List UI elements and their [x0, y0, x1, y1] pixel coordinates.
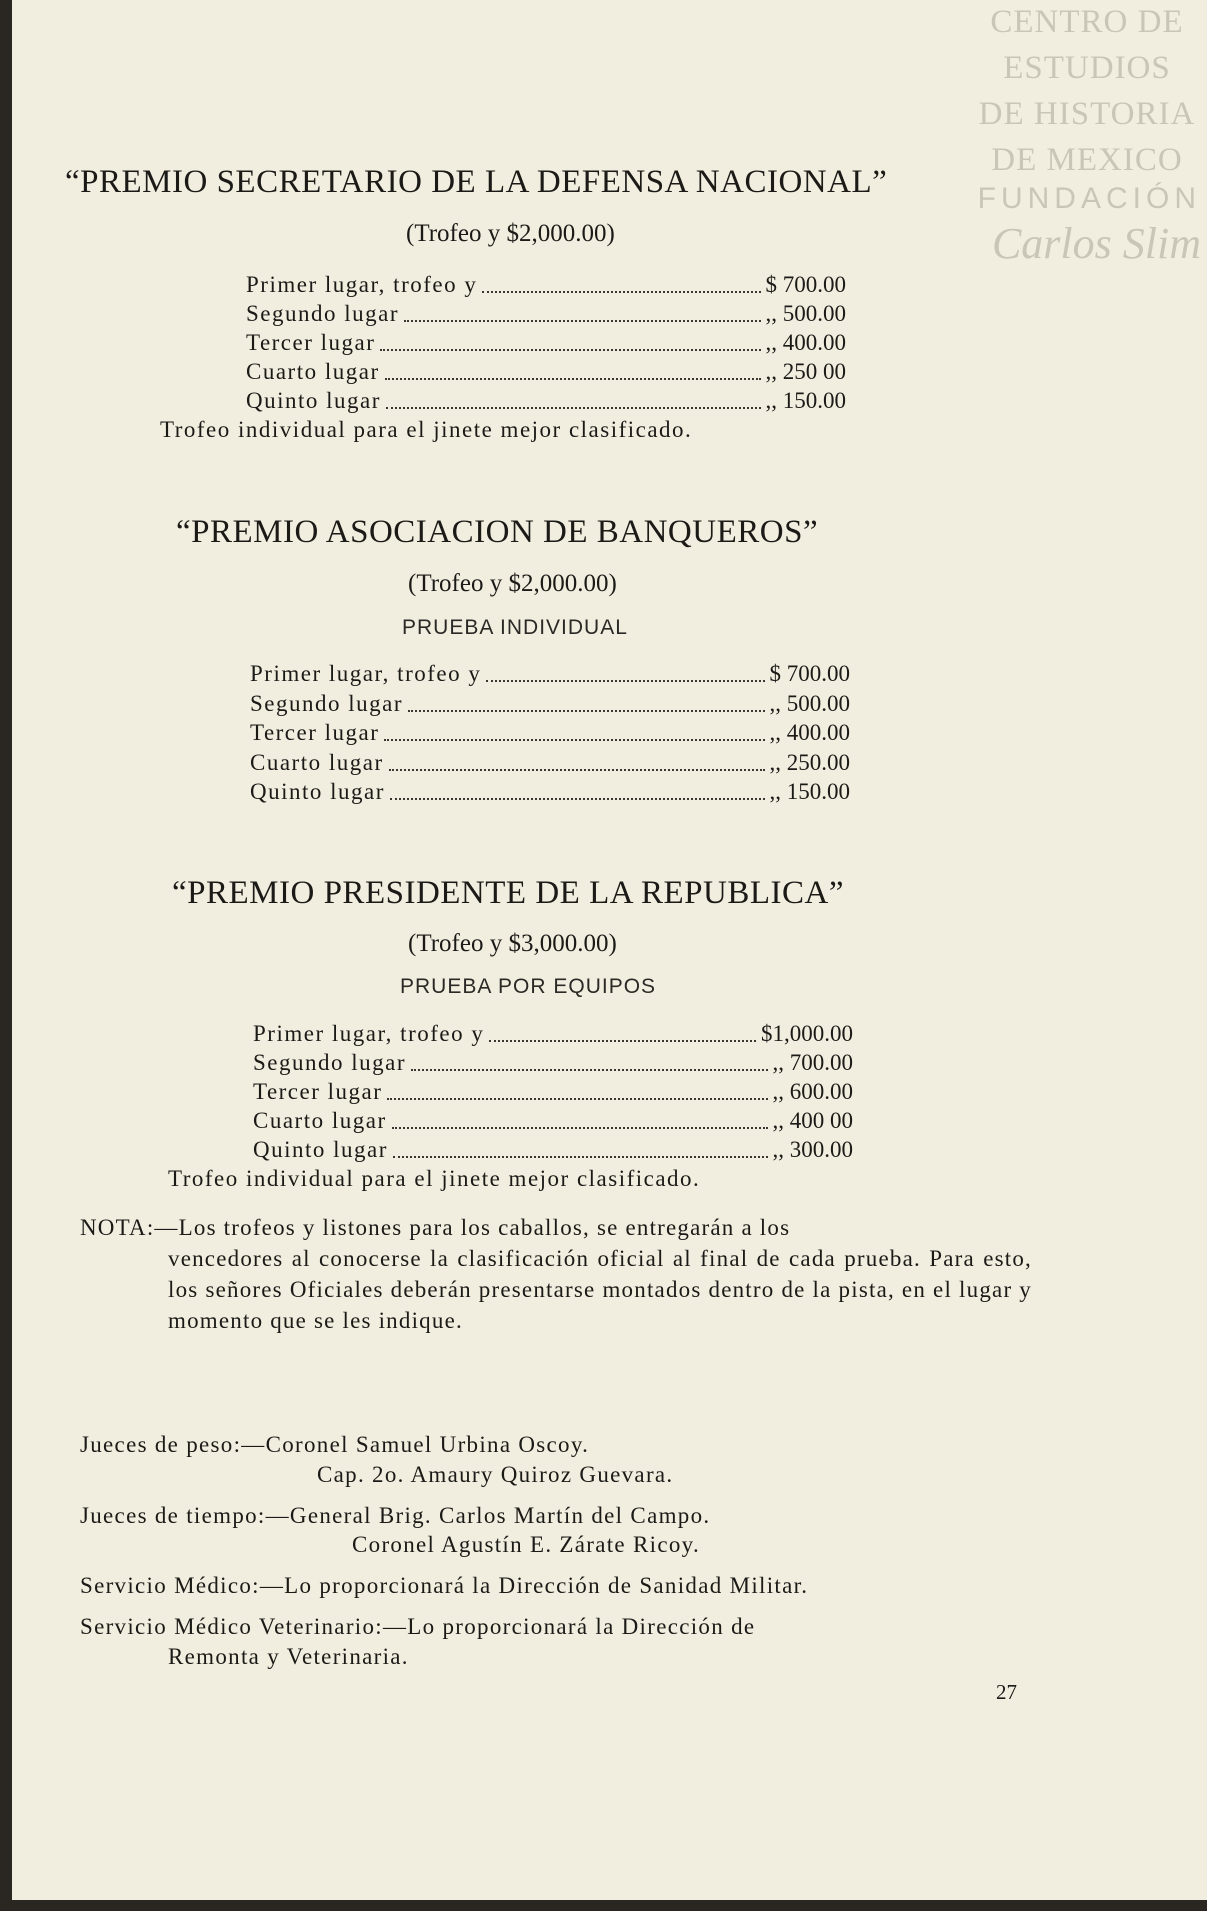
document-page: [12, 0, 1207, 1900]
prize-amount: ,, 500.00: [769, 691, 850, 716]
prize-row: [246, 386, 846, 416]
nota-paragraph: [80, 1212, 1032, 1336]
servicio-medico: Servicio Médico:—Lo proporcionará la Dirección de Sanidad Militar.: [80, 1573, 809, 1598]
jueces-tiempo-second: Coronel Agustín E. Zárate Ricoy.: [352, 1532, 700, 1557]
watermark-signature: Carlos Slim: [991, 219, 1201, 268]
prize-label: Quinto lugar: [253, 1137, 388, 1162]
leader-dots: [411, 1048, 767, 1071]
prize-row: [250, 748, 850, 778]
prize-row: [253, 1106, 853, 1136]
prize-row: [250, 659, 850, 689]
prize-amount: ,, 600.00: [772, 1079, 853, 1104]
prize-row: [246, 328, 846, 358]
section-title: “PREMIO PRESIDENTE DE LA REPUBLICA”: [172, 875, 844, 911]
jueces-peso: Jueces de peso:—Coronel Samuel Urbina Oscoy.: [80, 1432, 590, 1457]
prize-label: Primer lugar, trofeo y: [253, 1021, 485, 1046]
prize-label: Cuarto lugar: [253, 1108, 387, 1133]
leader-dots: [482, 270, 760, 293]
section-title: “PREMIO SECRETARIO DE LA DEFENSA NACIONAL”: [65, 164, 888, 200]
watermark: [967, 6, 1207, 266]
prize-amount: ,, 150.00: [765, 388, 846, 413]
section-subtitle: (Trofeo y $2,000.00): [406, 220, 615, 247]
leader-dots: [489, 1019, 756, 1042]
prize-amount: ,, 500.00: [765, 301, 846, 326]
leader-dots: [393, 1135, 768, 1158]
prize-label: Quinto lugar: [246, 388, 381, 413]
trophy-note: Trofeo individual para el jinete mejor clasificado.: [160, 417, 693, 442]
jueces-peso-second: Cap. 2o. Amaury Quiroz Guevara.: [317, 1462, 674, 1487]
prize-label: Tercer lugar: [250, 720, 380, 745]
prize-amount: ,, 250 00: [765, 359, 846, 384]
prize-row: [253, 1135, 853, 1165]
prize-row: [246, 270, 846, 300]
prize-amount: $1,000.00: [761, 1021, 853, 1046]
prize-label: Tercer lugar: [246, 330, 376, 355]
leader-dots: [408, 689, 764, 712]
prize-label: Quinto lugar: [250, 779, 385, 804]
prize-amount: $ 700.00: [769, 661, 850, 686]
prize-amount: ,, 150.00: [769, 779, 850, 804]
prize-row: [250, 777, 850, 807]
leader-dots: [385, 357, 761, 380]
prize-row: [246, 357, 846, 387]
prize-label: Primer lugar, trofeo y: [250, 661, 482, 686]
leader-dots: [386, 386, 761, 409]
servicio-veterinario-cont: Remonta y Veterinaria.: [168, 1644, 409, 1669]
page-number: 27: [996, 1680, 1017, 1704]
nota-continuation: vencedores al conocerse la clasificación oficial al final de cada prueba. Para esto, los señores Oficiales deberán presentarse montados dentro de la pista, en el lugar y momento que se les indique.: [168, 1246, 1032, 1333]
prize-amount: ,, 250.00: [769, 750, 850, 775]
prize-row: [250, 689, 850, 719]
prize-label: Cuarto lugar: [246, 359, 380, 384]
jueces-tiempo: Jueces de tiempo:—General Brig. Carlos Martín del Campo.: [80, 1503, 711, 1528]
leader-dots: [486, 659, 764, 682]
prize-label: Segundo lugar: [250, 691, 404, 716]
watermark-line: CENTRO DE: [990, 4, 1184, 40]
section-subtitle: (Trofeo y $3,000.00): [408, 930, 617, 957]
trophy-note: Trofeo individual para el jinete mejor clasificado.: [168, 1166, 701, 1191]
leader-dots: [380, 328, 760, 351]
leader-dots: [384, 718, 764, 741]
leader-dots: [392, 1106, 768, 1129]
section-title: “PREMIO ASOCIACION DE BANQUEROS”: [176, 514, 819, 550]
prize-row: [246, 299, 846, 329]
prueba-label: PRUEBA INDIVIDUAL: [402, 616, 628, 639]
prize-row: [253, 1048, 853, 1078]
prize-label: Primer lugar, trofeo y: [246, 272, 478, 297]
prize-row: [250, 718, 850, 748]
prize-label: Tercer lugar: [253, 1079, 383, 1104]
prize-amount: ,, 400 00: [772, 1108, 853, 1133]
prize-amount: ,, 400.00: [765, 330, 846, 355]
leader-dots: [404, 299, 760, 322]
leader-dots: [387, 1077, 767, 1100]
watermark-line: DE HISTORIA: [978, 96, 1196, 132]
watermark-fundacion: FUNDACIÓN: [977, 182, 1201, 215]
section-subtitle: (Trofeo y $2,000.00): [408, 570, 617, 597]
prueba-label: PRUEBA POR EQUIPOS: [400, 975, 657, 998]
leader-dots: [389, 748, 765, 771]
watermark-line: DE MEXICO: [991, 142, 1183, 178]
nota-first-line: NOTA:—Los trofeos y listones para los caballos, se entregarán a los: [80, 1215, 791, 1240]
leader-dots: [390, 777, 765, 800]
prize-amount: ,, 300.00: [772, 1137, 853, 1162]
prize-row: [253, 1019, 853, 1049]
prize-row: [253, 1077, 853, 1107]
prize-amount: $ 700.00: [765, 272, 846, 297]
prize-amount: ,, 400.00: [769, 720, 850, 745]
prize-label: Segundo lugar: [246, 301, 400, 326]
watermark-line: ESTUDIOS: [1003, 50, 1171, 86]
prize-label: Cuarto lugar: [250, 750, 384, 775]
prize-amount: ,, 700.00: [772, 1050, 853, 1075]
servicio-veterinario: Servicio Médico Veterinario:—Lo proporcionará la Dirección de: [80, 1614, 756, 1639]
prize-label: Segundo lugar: [253, 1050, 407, 1075]
